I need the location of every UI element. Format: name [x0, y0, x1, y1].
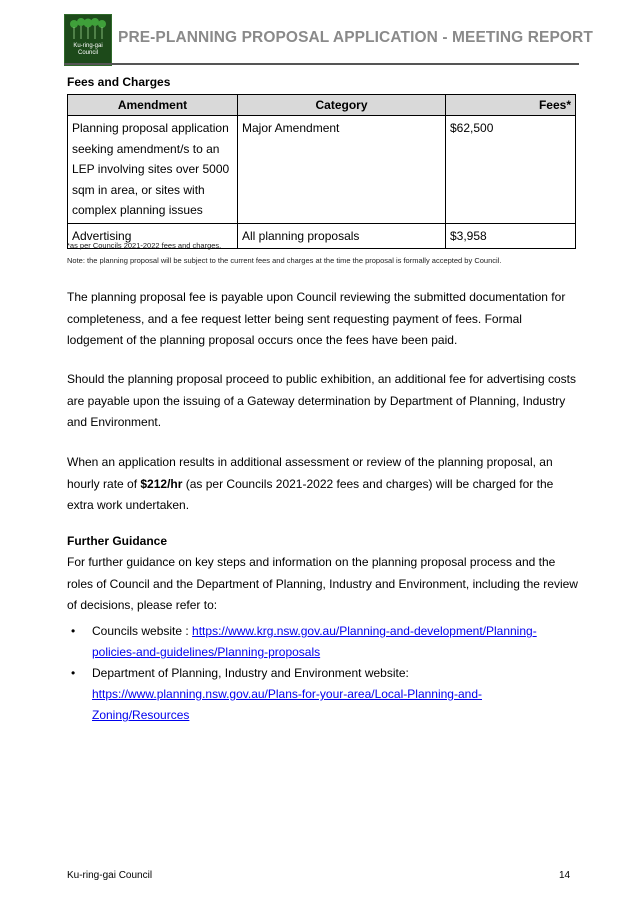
amendment-line: LEP involving sites over 5000 [72, 162, 230, 176]
hourly-rate-text-after: (as per Councils 2021-2022 fees and charges) will be charged for the extra work undertaken. [67, 476, 554, 512]
paragraph-advertising: Should the planning proposal proceed to public exhibition, an additional fee for advertising costs are payable upon the issuing of a Gateway determination by Department of Planning, Industry and Environment. [67, 372, 577, 429]
amendment-line: seeking amendment/s to an [72, 141, 220, 156]
fees-note: Note: the planning proposal will be subject to the current fees and charges at the time the proposal is formally accepted by Council. [67, 256, 502, 265]
list-item [67, 663, 579, 726]
fees-footnote: *as per Councils 2021-2022 fees and charges. [67, 241, 222, 250]
paragraph-fee-payment: The planning proposal fee is payable upon Council reviewing the submitted documentation for completeness, and a fee request letter being sent requesting payment of fees. Formal lodgement of the planning proposal occurs once the fees have been paid. [67, 290, 566, 347]
fees-table [67, 94, 576, 249]
link-line: https://www.krg.nsw.gov.au/Planning-and-development/Planning- [192, 624, 537, 638]
guidance-heading: Further Guidance [67, 534, 168, 548]
amendment-line: Advertising [72, 228, 132, 243]
planning-website-link[interactable] [92, 687, 482, 722]
category-cell: All planning proposals [238, 223, 446, 249]
council-logo [64, 14, 112, 66]
column-header-fees: Fees* [446, 95, 576, 116]
paragraph-hourly-rate [67, 452, 579, 517]
bullet-icon: • [71, 666, 76, 680]
logo-text-line-1: Ku-ring-gai [73, 43, 103, 49]
column-header-category: Category [238, 95, 446, 116]
hourly-rate-text-before: When an application results in additional assessment or review of the planning proposal, an hourly rate of [67, 455, 553, 491]
footer-council-name: Ku-ring-gai Council [67, 870, 153, 881]
hourly-rate-value: $212/hr [140, 476, 183, 491]
tree-logo-icon [69, 18, 107, 40]
amendment-cell [68, 116, 238, 224]
header-divider [64, 63, 579, 65]
guidance-intro: For further guidance on key steps and information on the planning proposal process and the roles of Council and the Department of Planning, Industry and Environment, including the review of decisions, please refer to: [67, 555, 578, 612]
fee-cell: $3,958 [446, 223, 576, 249]
fees-heading: Fees and Charges [67, 75, 171, 89]
table-header-row [68, 95, 576, 116]
column-header-amendment: Amendment [68, 95, 238, 116]
amendment-line: Planning proposal application [72, 121, 229, 135]
category-cell: Major Amendment [238, 116, 446, 224]
logo-text-line-2: Council [77, 50, 98, 56]
list-item [67, 621, 579, 663]
link-line: Zoning/Resources [92, 708, 190, 722]
page-header-title: PRE-PLANNING PROPOSAL APPLICATION - MEETING REPORT [118, 29, 593, 46]
link-line: policies-and-guidelines/Planning-proposals [92, 645, 321, 659]
guidance-item-label: Department of Planning, Industry and Environment website: [92, 666, 409, 680]
guidance-list [67, 621, 579, 726]
amendment-line: sqm in area, or sites with [72, 182, 205, 197]
fee-cell: $62,500 [446, 116, 576, 224]
table-row [68, 116, 576, 224]
guidance-item-label: Councils website : [92, 624, 193, 638]
footer-page-number: 14 [559, 870, 571, 881]
link-line: https://www.planning.nsw.gov.au/Plans-for-your-area/Local-Planning-and- [92, 687, 482, 701]
bullet-icon: • [71, 624, 76, 638]
amendment-line: complex planning issues [72, 203, 203, 217]
